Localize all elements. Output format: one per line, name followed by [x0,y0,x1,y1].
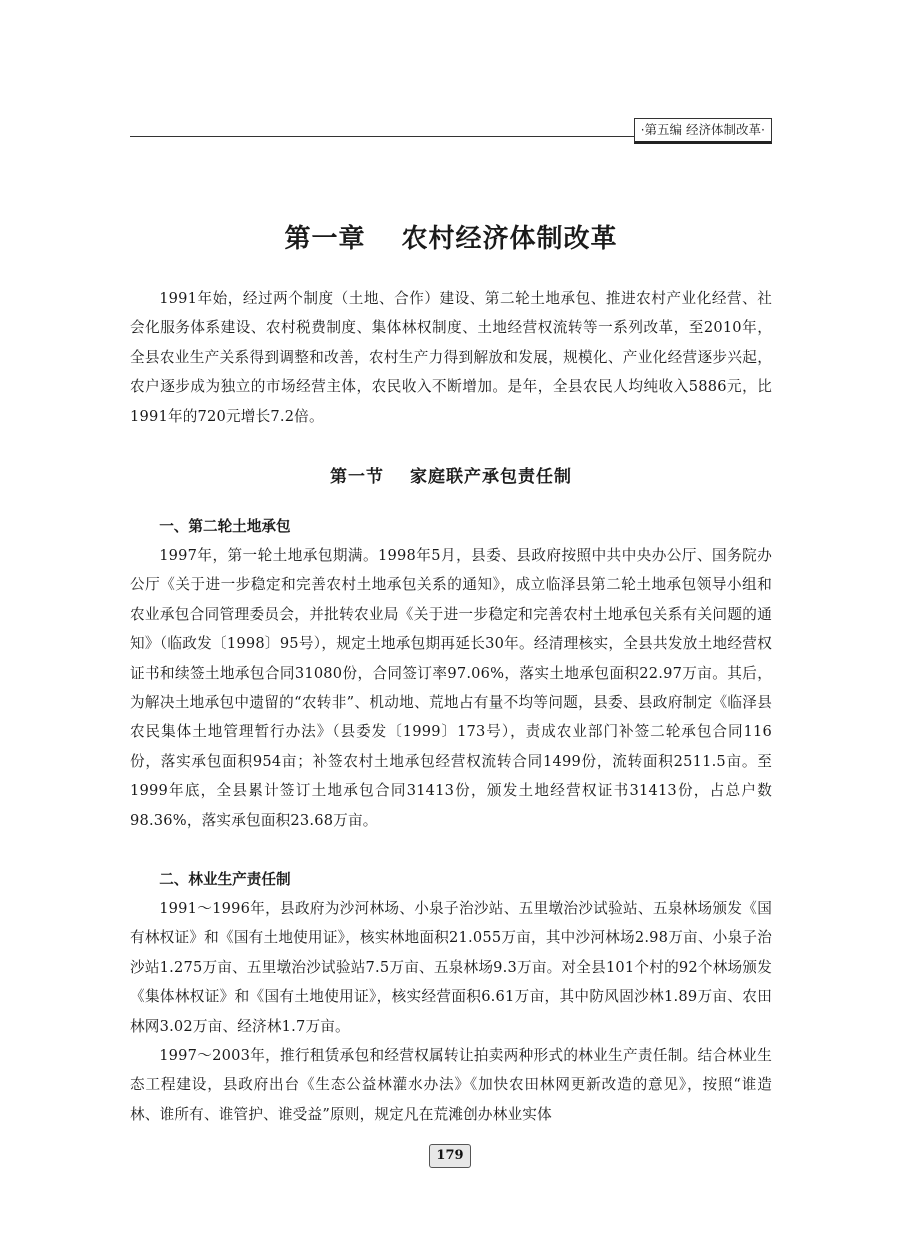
forestry-paragraph-2: 1997～2003年，推行租赁承包和经营权属转让拍卖两种形式的林业生产责任制。结合林业生态工程建设，县政府出台《生态公益林灌水办法》《加快农田林网更新改造的意见》，按照“谁造林、谁所有、谁管护、谁受益”原则，规定凡在荒滩创办林业实体 [130,1047,772,1123]
section-title [0,462,902,487]
page-number: 179 [429,1144,471,1168]
running-header: ·第五编 经济体制改革· [634,118,772,144]
chapter-number: 第一章 [284,224,366,254]
section-name: 家庭联产承包责任制 [410,467,572,487]
forestry-paragraph-1: 1991～1996年，县政府为沙河林场、小泉子治沙站、五里墩治沙试验站、五泉林场颁发《国有林权证》和《国有土地使用证》，核实林地面积21.055万亩，其中沙河林场2.98万亩、小泉子治沙站1.275万亩、五里墩治沙试验站7.5万亩、五泉林场9.3万亩。对全县101个村的92个林场颁发《集体林权证》和《国有土地使用证》，核实经营面积6.61万亩，其中防风固沙林1.89万亩、农田林网3.02万亩、经济林1.7万亩。 [130,900,772,1035]
subsection-heading-forestry: 二、林业生产责任制 [159,871,291,888]
chapter-title [0,218,902,255]
subsection-heading-land: 一、第二轮土地承包 [159,518,291,535]
section-number: 第一节 [330,467,384,487]
intro-paragraph: 1991年始，经过两个制度（土地、合作）建设、第二轮土地承包、推进农村产业化经营、社会化服务体系建设、农村税费制度、集体林权制度、土地经营权流转等一系列改革，至2010年，全县农业生产关系得到调整和改善，农村生产力得到解放和发展，规模化、产业化经营逐步兴起，农户逐步成为独立的市场经营主体，农民收入不断增加。是年，全县农民人均纯收入5886元，比1991年的720元增长7.2倍。 [130,290,772,425]
chapter-name: 农村经济体制改革 [401,224,618,254]
land-contract-paragraph: 1997年，第一轮土地承包期满。1998年5月，县委、县政府按照中共中央办公厅、国务院办公厅《关于进一步稳定和完善农村土地承包关系的通知》，成立临泽县第二轮土地承包领导小组和农业承包合同管理委员会，并批转农业局《关于进一步稳定和完善农村土地承包关系有关问题的通知》（临政发〔1998〕95号），规定土地承包期再延长30年。经清理核实，全县共发放土地经营权证书和续签土地承包合同31080份，合同签订率97.06%，落实土地承包面积22.97万亩。其后，为解决土地承包中遗留的“农转非”、机动地、荒地占有量不均等问题，县委、县政府制定《临泽县农民集体土地管理暂行办法》（县委发〔1999〕173号），责成农业部门补签二轮承包合同116份，落实承包面积954亩；补签农村土地承包经营权流转合同1499份，流转面积2511.5亩。至1999年底，全县累计签订土地承包合同31413份，颁发土地经营权证书31413份，占总户数98.36%，落实承包面积23.68万亩。 [130,547,772,829]
